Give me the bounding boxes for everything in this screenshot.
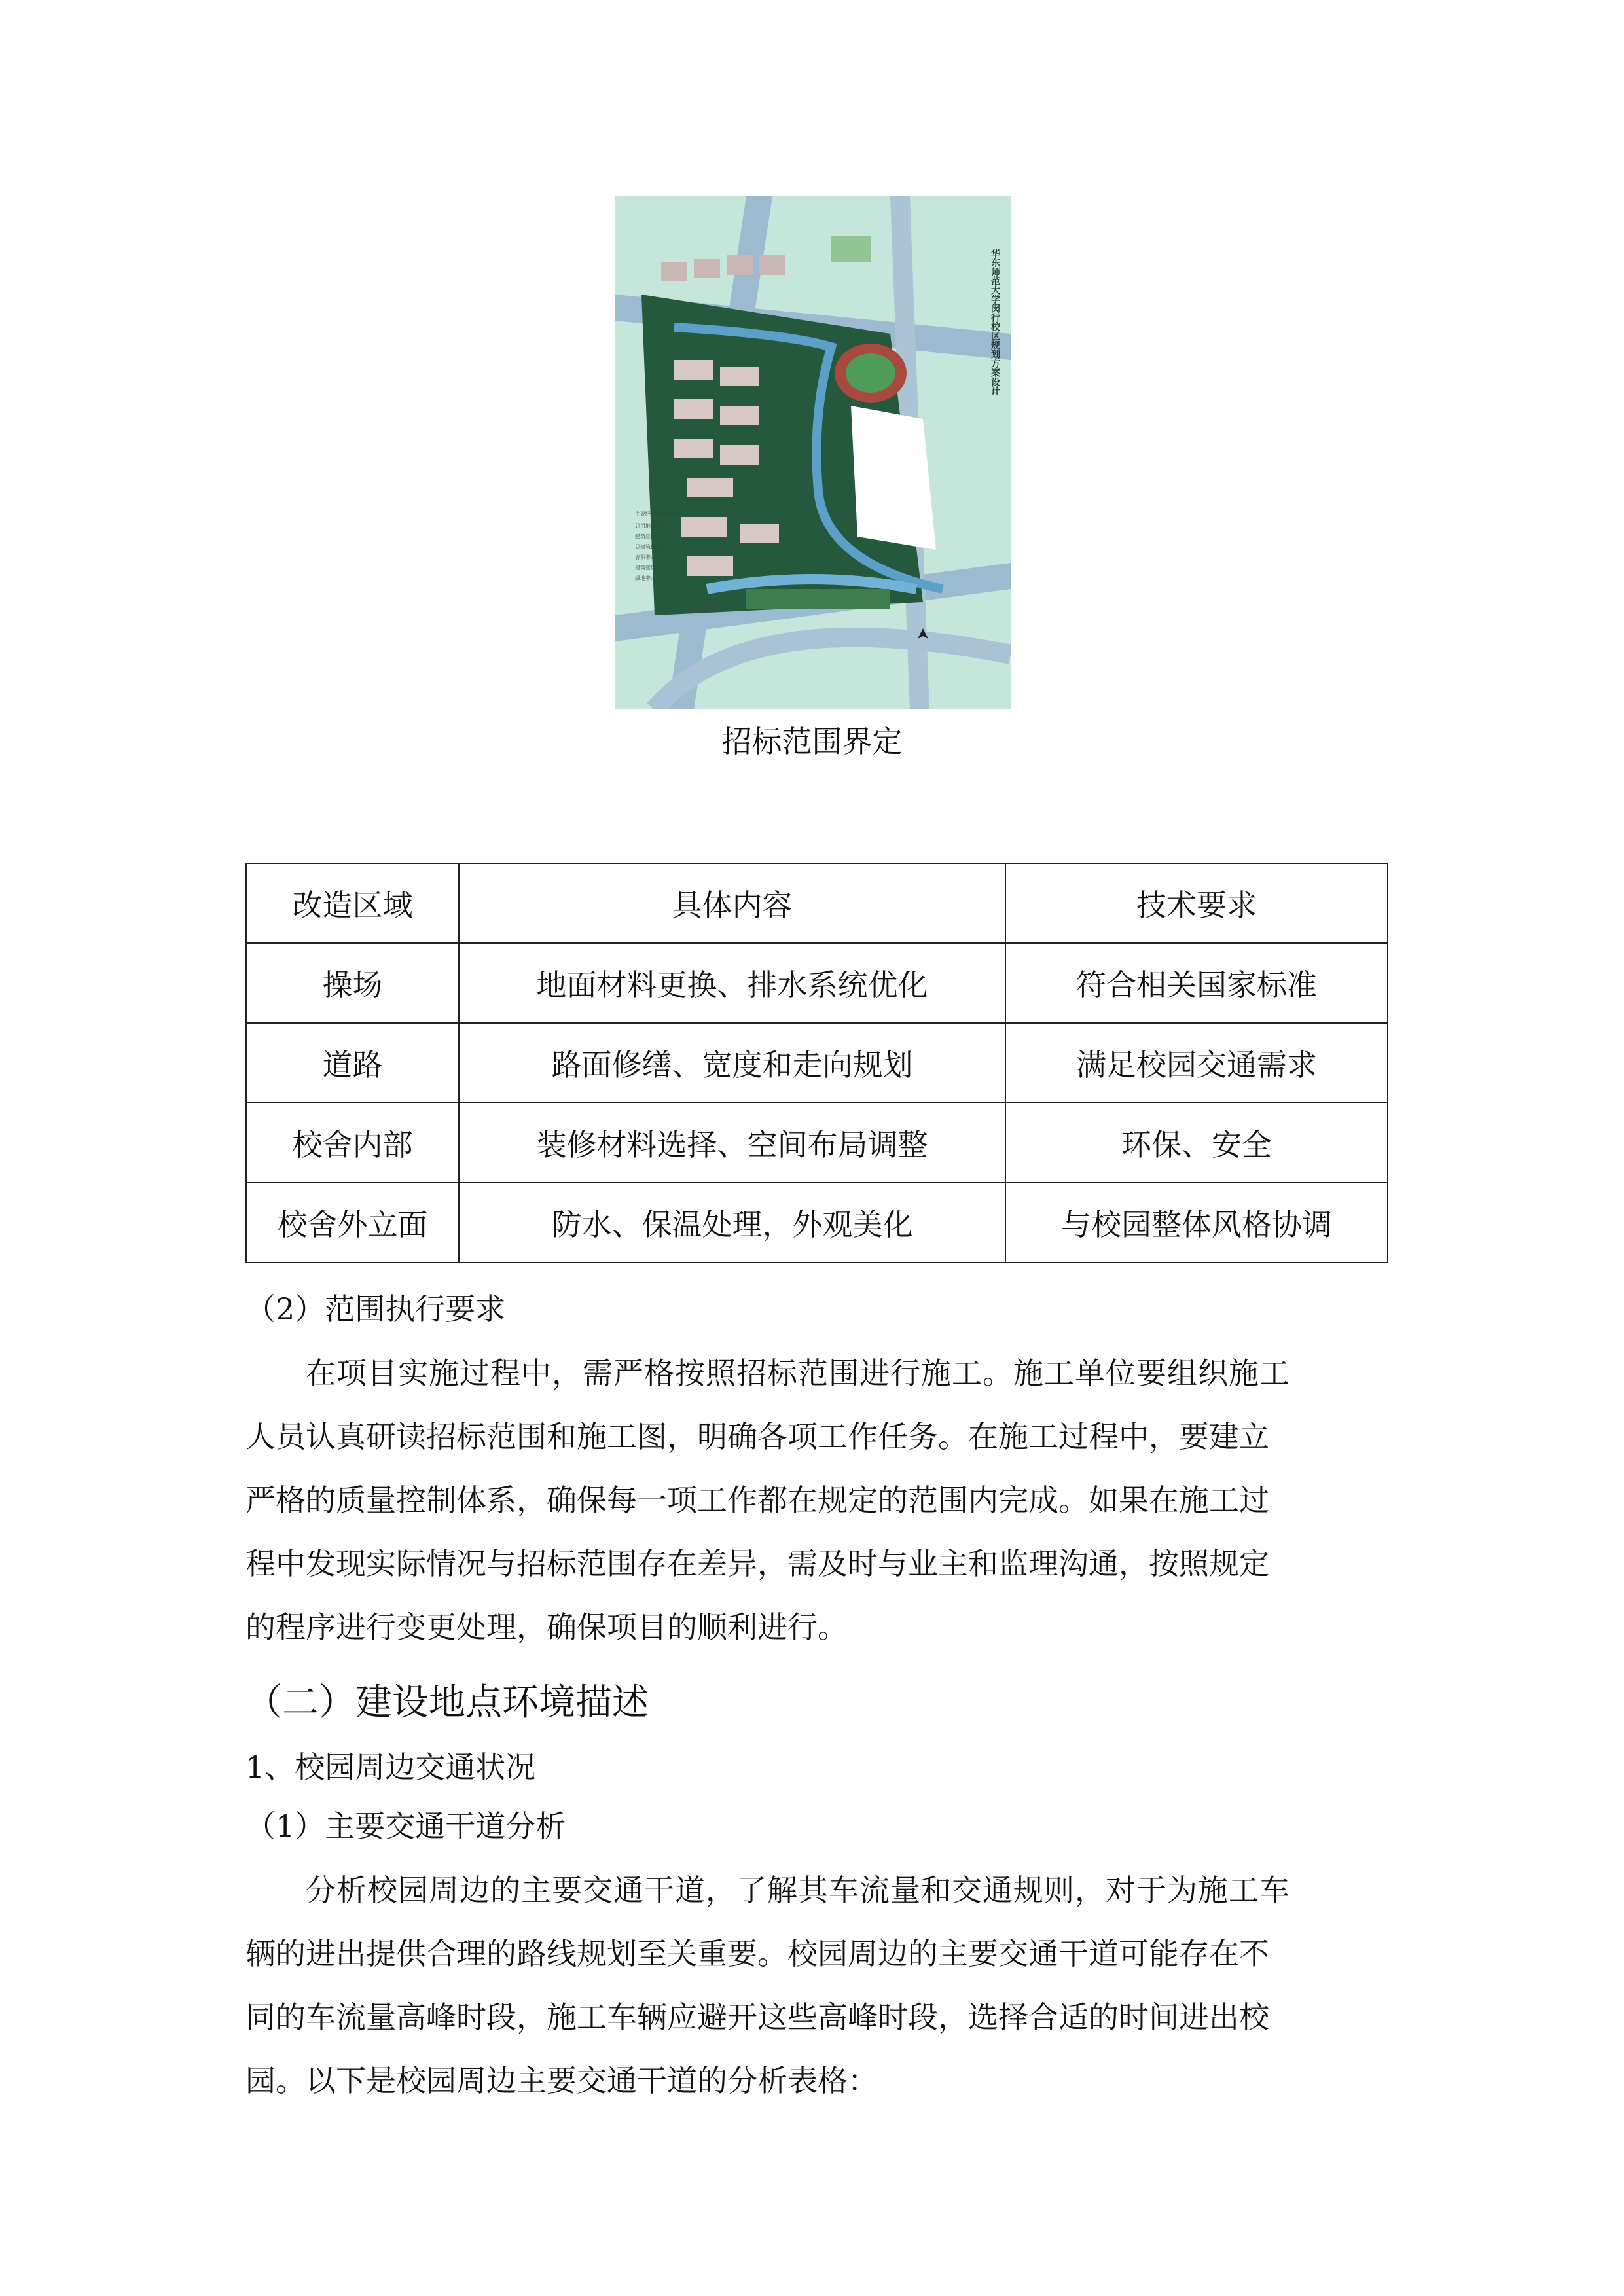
paragraph-line: 园。以下是校园周边主要交通干道的分析表格： <box>245 2063 878 2098</box>
paragraph-line: 同的车流量高峰时段，施工车辆应避开这些高峰时段，选择合适的时间进出校 <box>245 2000 1269 2035</box>
table-row <box>246 1023 1388 1103</box>
paragraph-line: 在项目实施过程中，需严格按照招标范围进行施工。施工单位要组织施工 <box>306 1355 1290 1391</box>
table-cell: 地面材料更换、排水系统优化 <box>459 943 1005 1023</box>
table-cell: 满足校园交通需求 <box>1005 1023 1388 1103</box>
header-cell: 改造区域 <box>246 863 459 943</box>
table-cell: 路面修缮、宽度和走向规划 <box>459 1023 1005 1103</box>
table-cell: 校舍内部 <box>246 1103 459 1183</box>
table-cell: 防水、保温处理，外观美化 <box>459 1183 1005 1263</box>
legend-line: 总建筑面积： <box>635 544 666 550</box>
table-row <box>246 943 1388 1023</box>
legend-line: 绿地率： <box>635 575 656 581</box>
legend-line: 建筑总面积： <box>635 533 666 539</box>
plan-vertical-title: 华东师范大学闵行校区规划方案设计 <box>990 249 1000 395</box>
renovation-table <box>245 863 1388 1263</box>
legend-line: 总用地面积： <box>635 523 666 529</box>
paragraph-line: 辆的进出提供合理的路线规划至关重要。校园周边的主要交通干道可能存在不 <box>245 1936 1269 1971</box>
table-header-row <box>246 863 1388 943</box>
paragraph-line: 人员认真研读招标范围和施工图，明确各项工作任务。在施工过程中，要建立 <box>245 1419 1269 1454</box>
paragraph-line: 的程序进行变更处理，确保项目的顺利进行。 <box>245 1609 848 1645</box>
table-cell: 环保、安全 <box>1005 1103 1388 1183</box>
legend-line: 容积率： <box>635 554 656 560</box>
table-row <box>246 1103 1388 1183</box>
table-cell: 道路 <box>246 1023 459 1103</box>
section-heading: （2）范围执行要求 <box>245 1291 506 1327</box>
chapter-heading: （二）建设地点环境描述 <box>245 1681 649 1724</box>
figure-caption: 招标范围界定 <box>721 724 903 759</box>
paragraph-line: 程中发现实际情况与招标范围存在差异，需及时与业主和监理沟通，按照规定 <box>245 1546 1269 1581</box>
campus-plan-map <box>615 196 1011 709</box>
table-row <box>246 1183 1388 1263</box>
campus-plan-image <box>615 196 1011 709</box>
paragraph-line: 严格的质量控制体系，确保每一项工作都在规定的范围内完成。如果在施工过 <box>245 1482 1269 1518</box>
sub-heading: 1、校园周边交通状况 <box>245 1749 536 1785</box>
table-cell: 符合相关国家标准 <box>1005 943 1388 1023</box>
table-cell: 操场 <box>246 943 459 1023</box>
paragraph-line: 分析校园周边的主要交通干道，了解其车流量和交通规则，对于为施工车 <box>306 1873 1290 1908</box>
legend-line: 建筑密度： <box>635 565 661 571</box>
header-cell: 技术要求 <box>1005 863 1388 943</box>
sub-heading: （1）主要交通干道分析 <box>245 1808 566 1844</box>
table-cell: 与校园整体风格协调 <box>1005 1183 1388 1263</box>
table-cell: 校舍外立面 <box>246 1183 459 1263</box>
legend-title: 主要经济技术指标： <box>635 511 682 517</box>
header-cell: 具体内容 <box>459 863 1005 943</box>
table-cell: 装修材料选择、空间布局调整 <box>459 1103 1005 1183</box>
